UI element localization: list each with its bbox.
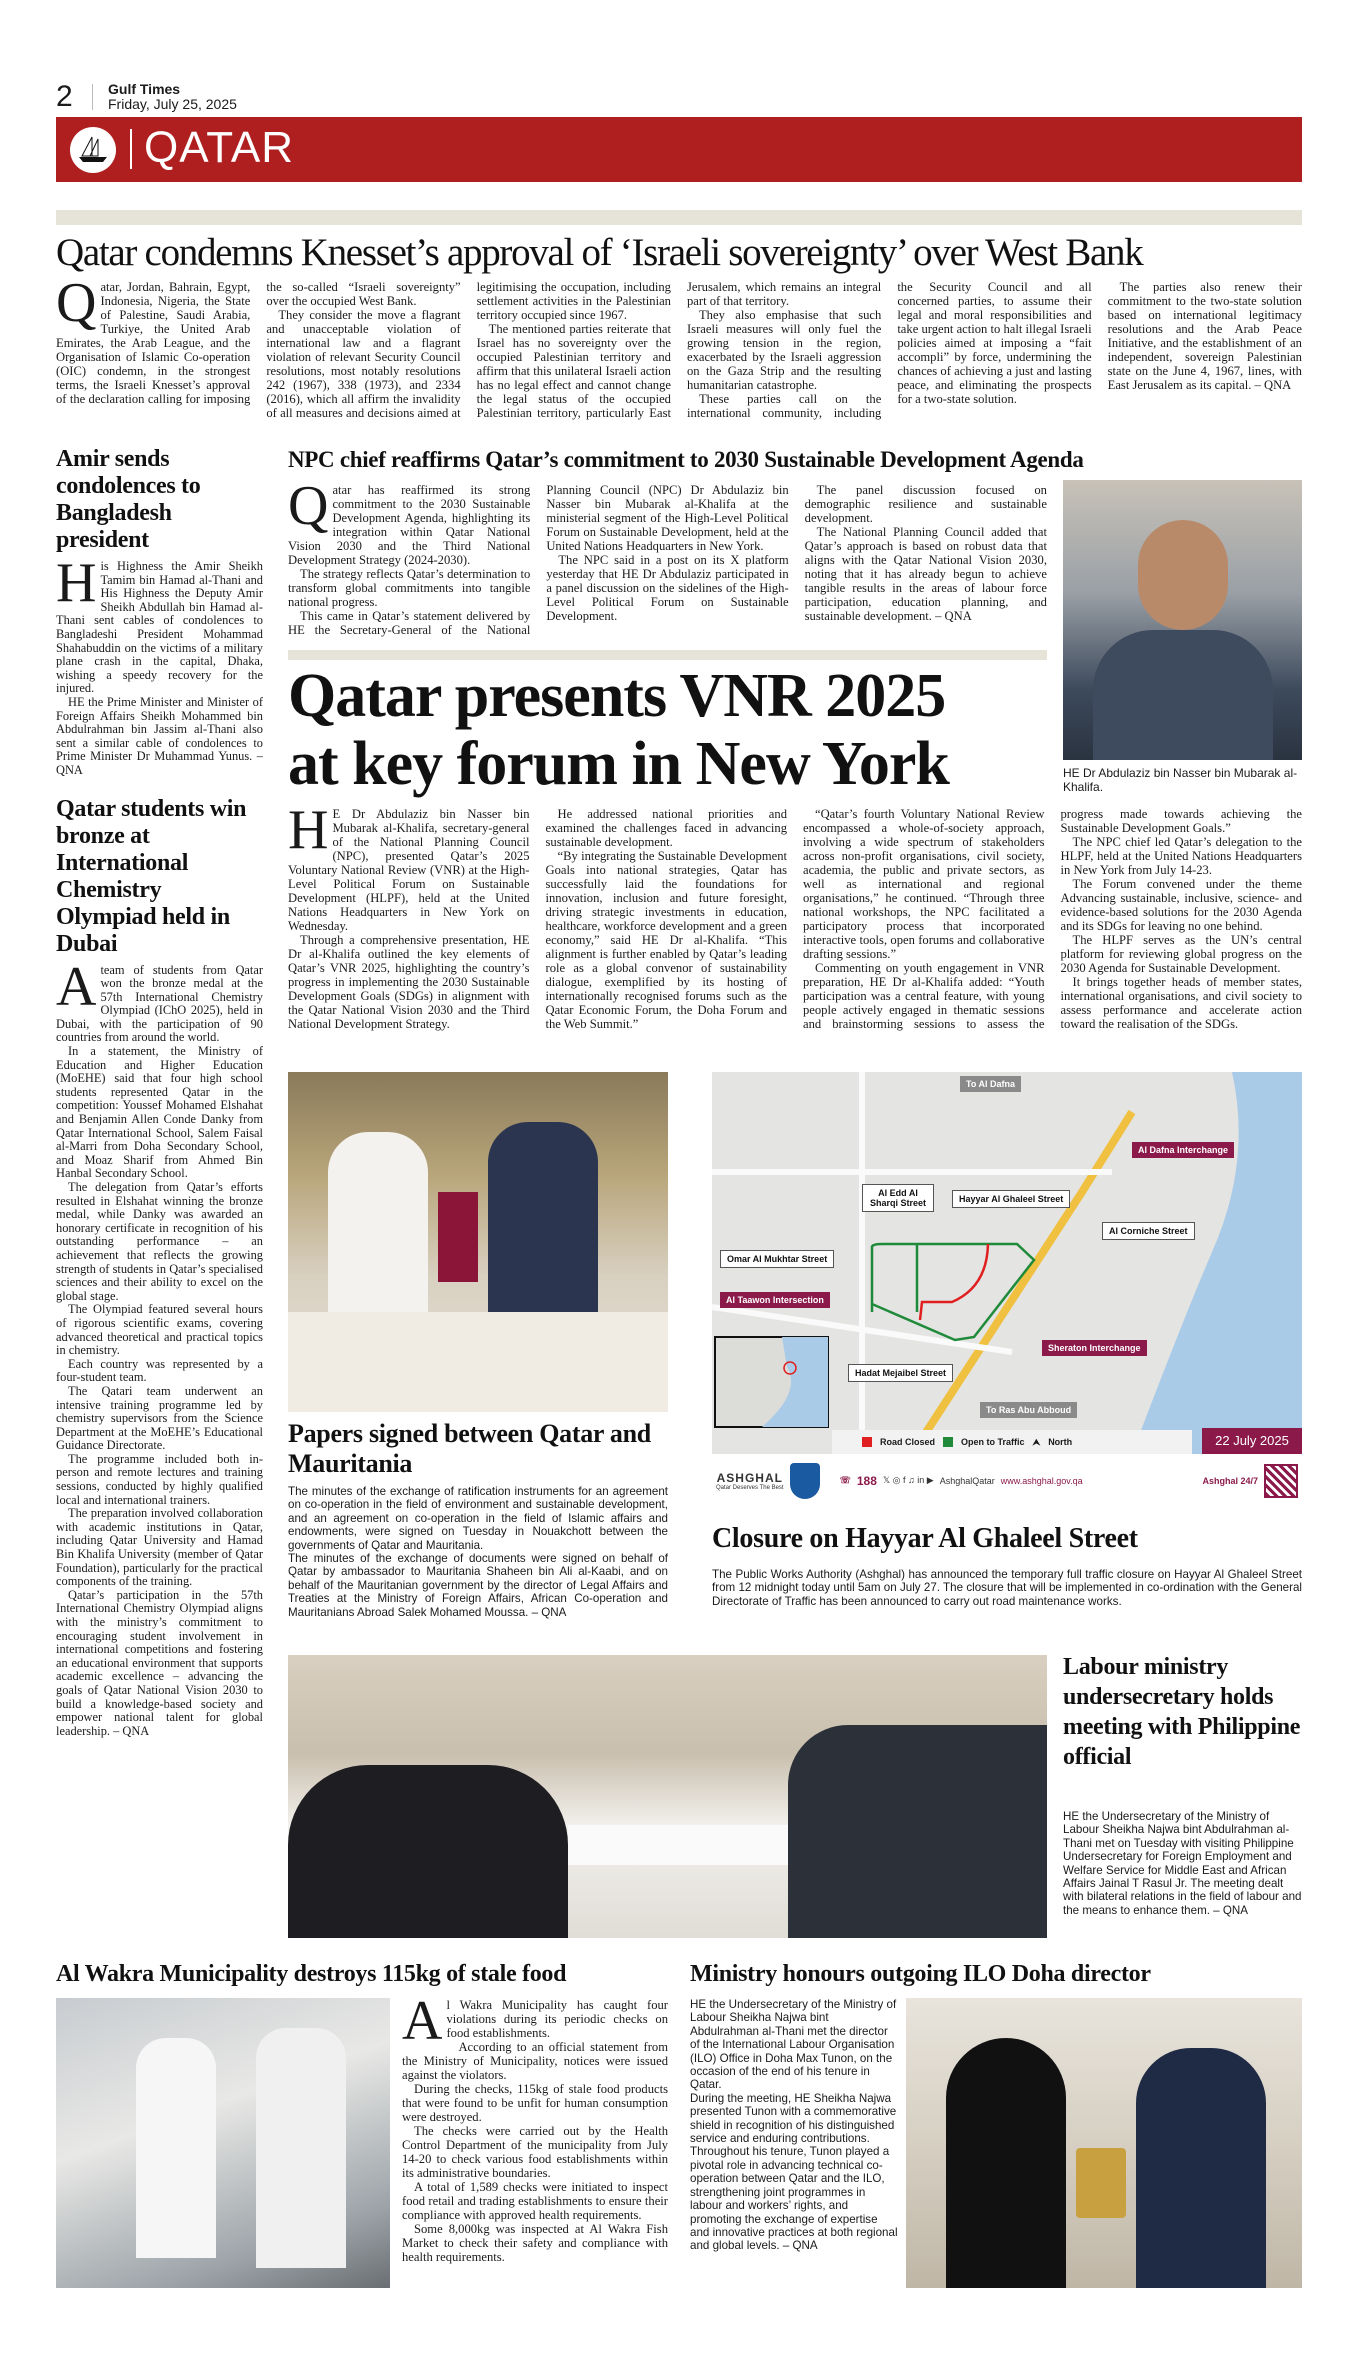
paragraph: Commenting on youth engagement in VNR preparation, HE Dr al-Khalifa added: “Youth participation was a central feature, with young people actively engaged in thematic sessions and brainstorming sessions to assess the progress made towards achieving the Sustainable Development Goals.” <box>803 807 1302 1031</box>
paragraph: The Qatari team underwent an intensive training programme led by chemistry supervisors from the Science Department at the MoEHE’s Educational Guidance Directorate. <box>56 1383 263 1453</box>
photo-food-inspection <box>56 1998 390 2288</box>
divider-bar <box>56 210 1302 225</box>
phone-icon: ☏ <box>839 1475 851 1485</box>
map-date: 22 July 2025 <box>1202 1428 1302 1454</box>
map-label: Al Taawon Intersection <box>720 1292 830 1308</box>
paragraph: The National Planning Council added that Qatar’s approach is based on robust data that aligns with the Qatar National Vision 2030, noting that it has already begun to achieve tangible results in the areas of labour force participation, education planning, and sustainable development. – QNA <box>804 525 1047 623</box>
paragraph: Some 8,000kg was inspected at Al Wakra Fish Market to check their safety and compliance with health requirements. <box>402 2222 668 2264</box>
photo-npc-chief <box>1063 480 1302 760</box>
ashghal-logo: ASHGHAL Qatar Deserves The Best <box>716 1470 784 1491</box>
paragraph: The parties also renew their commitment to the two-state solution based on international legitimacy resolutions and the Arab Peace Initiative, and the establishment of an independent, sovereign Palestinian state on the June 4, 1967, lines, with East Jerusalem as its capital. – QNA <box>1107 280 1302 392</box>
paragraph: These parties call on the international community, including the Security Council and all concerned parties, to assume their legal and moral responsibilities and take urgent action to halt illegal Israeli policies aimed at imposing a “fait accompli” by force, undermining the chances of achieving a just and lasting peace, and eliminating the prospects for a two-state solution. <box>686 280 1092 420</box>
paragraph: They also emphasise that such Israeli measures will only fuel the growing tension in the region, exacerbated by the Israeli aggression on the Gaza Strip and the resulting humanitarian catastrophe. <box>686 308 882 392</box>
legend-open: Open to Traffic <box>961 1437 1025 1447</box>
open-swatch <box>943 1437 953 1447</box>
photo-caption: HE Dr Abdulaziz bin Nasser bin Mubarak al-Khalifa. <box>1063 766 1298 794</box>
hotline: 188 <box>856 1473 877 1488</box>
article-closure <box>712 1568 1302 1608</box>
paragraph: The HLPF serves as the UN’s central platform for reviewing global progress on the 2030 Agenda for Sustainable Development. <box>1060 933 1302 975</box>
map-label: Hadat Mejaibel Street <box>848 1364 953 1382</box>
publication-info <box>108 82 237 112</box>
article-wakra <box>402 1990 668 2264</box>
article-amir <box>56 552 263 778</box>
photo-labour-meeting <box>288 1655 1047 1938</box>
map-label: Al Corniche Street <box>1102 1222 1195 1240</box>
paragraph: The preparation involved collaboration with academic institutions in Qatar, including Qatar University and Hamad Bin Khalifa University (member of Qatar Foundation), particularly for the practical components of the training. <box>56 1506 263 1589</box>
map-label: Hayyar Al Ghaleel Street <box>952 1190 1070 1208</box>
article-npc <box>288 475 1047 637</box>
paragraph: The delegation from Qatar’s efforts resulted in Elshahat winning the bronze medal, while Danky was awarded an honorary certificate in recognition of his outstanding performance – an achievement that reflects the growing strength of students in Qatar’s specialised sciences and their ability to excel on the global stage. <box>56 1180 263 1303</box>
paragraph: “By integrating the Sustainable Development Goals into national strategies, Qatar has successfully laid the foundations for innovation, inclusion and future foresight, driving strategic investments in education, healthcare, workforce development and a green economy,” said HE Dr al-Khalifa. “This alignment is further enabled by Qatar’s leading role as a global convenor of sustainability dialogue, exemplified by its hosting of internationally recognised forums such as the Qatar Economic Forum, the Doha Forum and the Web Summit.” <box>545 849 787 1031</box>
map-label: To Al Dafna <box>960 1076 1021 1092</box>
paragraph: The Olympiad featured several hours of rigorous scientific exams, covering advanced theoretical and practical topics in chemistry. <box>56 1302 263 1358</box>
headline-wakra: Al Wakra Municipality destroys 115kg of stale food <box>56 1961 567 1987</box>
website: www.ashghal.gov.qa <box>1000 1475 1083 1486</box>
headline-labour: Labour ministry undersecretary holds meeting with Philippine official <box>1063 1654 1301 1770</box>
paragraph: HE Dr Abdulaziz bin Nasser bin Mubarak al-Khalifa, secretary-general of the National Planning Council (NPC), presented Qatar’s 2025 Voluntary National Review (VNR) at the High-Level Political Forum on Sustainable Development (HLPF), held at the United Nations Headquarters in New York on Wednesday. <box>288 799 530 933</box>
paragraph: Qatar has reaffirmed its strong commitment to the 2030 Sustainable Development Agenda, highlighting its integration within Qatar National Vision 2030 and the Third National Development Strategy (2024-2030). <box>288 475 531 567</box>
app-label: Ashghal 24/7 <box>1202 1475 1258 1486</box>
article-papers <box>288 1485 668 1619</box>
paragraph: During the meeting, HE Sheikha Najwa presented Tunon with a commemorative shield in recognition of his distinguished service and enduring contributions. <box>690 2091 897 2146</box>
divider-bar <box>288 650 1047 660</box>
headline-vnr <box>288 662 1048 798</box>
publication-date: Friday, July 25, 2025 <box>108 96 237 112</box>
dhow-logo-icon <box>70 127 116 173</box>
headline-papers: Papers signed between Qatar and Mauritania <box>288 1419 651 1478</box>
headline-line: Qatar presents VNR 2025 <box>288 662 946 730</box>
map-label: Al Edd Al Sharqi Street <box>862 1184 934 1212</box>
paragraph: They consider the move a flagrant and unacceptable violation of international law and a flagrant violation of relevant Security Council resolutions, most notably resolutions 242 (1967), 338 (1973), and 2334 (2016), which all affirm the invalidity of all measures and decisions aimed at legitimising the occupation, including settlement activities in the Palestinian territory occupied since 1967. <box>266 280 671 420</box>
paragraph: Qatar, Jordan, Bahrain, Egypt, Indonesia, Nigeria, the State of Palestine, Saudi Arabia, Turkiye, the United Arab Emirates, the Arab League, and the Organisation of Islamic Co-operation (OIC) condemn, in the strongest terms, the Israeli Knesset’s approval of the declaration calling for imposing the so-called “Israeli sovereignty” over the occupied West Bank. <box>56 272 461 406</box>
paragraph: Qatar’s participation in the 57th International Chemistry Olympiad aligns with the ministry’s commitment to encouraging student involvement in international competitions and fostering an educational environment that supports academic excellence – advancing the goals of Qatar National Vision 2030 to build a knowledge-based society and empower national talent for global leadership. – QNA <box>56 1587 263 1738</box>
paragraph: Through a comprehensive presentation, HE Dr al-Khalifa outlined the key elements of Qatar’s VNR 2025, highlighting the country’s progress in implementing the 2030 Sustainable Development Goals (SDGs) in alignment with the Qatar National Vision 2030 and the Third National Development Strategy. <box>288 933 530 1031</box>
paragraph: He addressed national priorities and examined the challenges faced in advancing sustainable development. <box>545 807 787 849</box>
paragraph: In a statement, the Ministry of Education and Higher Education (MoEHE) said that four high school students represented Qatar in the competition: Youssef Mohamed Elshahat and Benjamin Allen Conde Danky from Qatar International School, Salem Faisal al-Marri from Doha Secondary School, and Moaz Sharif from Ahmed Bin Hanbal Secondary School. <box>56 1044 263 1181</box>
article-students <box>56 955 263 1739</box>
paragraph: Throughout his tenure, Tunon played a pivotal role in advancing technical co-operation between Qatar and the ILO, strengthening joint programmes in labour and workers’ rights, and promoting the exchange of expertise and innovative practices at both regional and global levels. – QNA <box>690 2145 898 2253</box>
paragraph: The minutes of the exchange of ratification instruments for an agreement on co-operation in the field of environment and sustainable development, and an agreement on co-operation in the field of Islamic affairs and endowments, were signed on Tuesday in Nouakchott between the governments of Qatar and Mauritania. <box>288 1485 668 1552</box>
map-footer <box>712 1454 1302 1507</box>
north-arrow-icon: ⮝ <box>1032 1436 1041 1447</box>
paragraph: It brings together heads of member states, international organisations, and civil society to assess performance and accelerate action toward the realisation of the SDGs. <box>1060 975 1302 1031</box>
paragraph: His Highness the Amir Sheikh Tamim bin Hamad al-Thani and His Highness the Deputy Amir Sheikh Abdullah bin Hamad al-Thani sent cables of condolences to Bangladeshi President Mohammad Shahabuddin on the victims of a military plane crash in the capital, Dhaka, wishing a speedy recovery for the injured. <box>56 552 263 696</box>
map-legend <box>832 1430 1192 1454</box>
paragraph: The mentioned parties reiterate that Israel has no sovereignty over the occupied Palestinian territory and affirm that this unilateral Israeli action has no legal effect and cannot change the legal status of the occupied Palestinian territory, particularly East Jerusalem, which remains an integral part of that territory. <box>476 280 882 420</box>
paragraph: The Forum convened under the theme Advancing sustainable, inclusive, science- and evidence-based solutions for the 2030 Agenda and its SDGs for leaving no one behind. <box>1060 877 1302 933</box>
paragraph: HE the Undersecretary of the Ministry of Labour Sheikha Najwa bint Abdulrahman al-Thani met the director of the International Labour Organisation (ILO) Office in Doha Max Tunon, on the occasion of the end of his tenure in Qatar. <box>690 1998 897 2092</box>
paragraph: The minutes of the exchange of documents were signed on behalf of Qatar by ambassador to Mauritania Shaheen bin Ali al-Kaabi, and on behalf of the Mauritanian government by the director of Legal Affairs and Treaties at the Ministry of Foreign Affairs, African Co-operation and Mauritanians Abroad Salek Mohamed Moussa. – QNA <box>288 1552 668 1619</box>
paragraph: Ateam of students from Qatar won the bronze medal at the 57th International Chemistry Olympiad (IChO 2025), held in Dubai, with the participation of 90 countries from around the world. <box>56 955 263 1045</box>
section-title: QATAR <box>144 123 295 172</box>
divider <box>130 129 132 169</box>
paragraph: The strategy reflects Qatar’s determination to transform global commitments into tangible national progress. <box>288 567 531 609</box>
headline-amir: Amir sends condolences to Bangladesh president <box>56 446 201 553</box>
article-ilo <box>690 1998 898 2253</box>
map-label: Omar Al Mukhtar Street <box>720 1250 834 1268</box>
publication-name: Gulf Times <box>108 81 181 97</box>
article-vnr <box>288 799 1302 1031</box>
headline-knesset: Qatar condemns Knesset’s approval of ‘Israeli sovereignty’ over West Bank <box>56 231 1143 274</box>
paragraph: HE the Undersecretary of the Ministry of Labour Sheikha Najwa bint Abdulrahman al-Thani met on Tuesday with visiting Philippine Undersecretary for Foreign Employment and Welfare Service for Middle East and African Affairs Jainal T Rasul Jr. The meeting dealt with bilateral relations in the field of labour and the means to enhance them. – QNA <box>1063 1810 1302 1917</box>
page-number: 2 <box>56 80 73 113</box>
headline-students: Qatar students win bronze at International Chemistry Olympiad held in Dubai <box>56 795 247 957</box>
legend-north: North <box>1048 1437 1073 1447</box>
paragraph: According to an official statement from the Ministry of Municipality, notices were issued against the violators. <box>402 2040 668 2082</box>
paragraph: The Public Works Authority (Ashghal) has announced the temporary full traffic closure on Hayyar Al Ghaleel Street from 12 midnight today until 5am on July 27. The closure that will be implemented in co-ordination with the General Directorate of Traffic has been announced to carry out road maintenance works. <box>712 1568 1302 1608</box>
road-closure-map <box>712 1072 1302 1507</box>
divider <box>92 84 93 110</box>
headline-line: at key forum in New York <box>288 730 949 798</box>
headline-npc: NPC chief reaffirms Qatar’s commitment to 2030 Sustainable Development Agenda <box>288 447 1084 472</box>
photo-signing-ceremony <box>288 1072 668 1412</box>
paragraph: The checks were carried out by the Health Control Department of the municipality from July 14-20 to check various food establishments within its administrative boundaries. <box>402 2124 668 2180</box>
paragraph: During the checks, 115kg of stale food products that were found to be unfit for human consumption were destroyed. <box>402 2082 668 2124</box>
section-banner <box>56 117 1302 182</box>
map-label: Sheraton Interchange <box>1042 1340 1147 1356</box>
social-icons: 𝕏 ◎ f ♫ in ▶ <box>882 1475 934 1485</box>
paragraph: The NPC chief led Qatar’s delegation to the HLPF, held at the United Nations Headquarters in New York from July 14-23. <box>1060 835 1302 877</box>
legend-closed: Road Closed <box>880 1437 936 1447</box>
paragraph: “Qatar’s fourth Voluntary National Review encompassed a whole-of-society approach, involving a wide spectrum of stakeholders across non-profit organisations, civil society, academia, the public and private sectors, as well as international and regional organisations,” he continued. “Through three national workshops, the NPC facilitated a participatory process that incorporated interactive tools, open forums and collaborative drafting sessions.” <box>803 807 1045 961</box>
closed-swatch <box>862 1437 872 1447</box>
map-label: To Ras Abu Abboud <box>980 1402 1077 1418</box>
left-column <box>56 446 263 1738</box>
paragraph: Each country was represented by a four-student team. <box>56 1356 263 1385</box>
article-knesset <box>56 272 1302 420</box>
paragraph: Al Wakra Municipality has caught four violations during its periodic checks on food establishments. <box>402 1990 668 2052</box>
paragraph: A total of 1,589 checks were initiated to inspect food retail and trading establishments to ensure their compliance with approved health requirements. <box>402 2180 668 2222</box>
traffic-police-emblem-icon <box>790 1463 820 1499</box>
paragraph: The programme included both in-person and remote lectures and training sessions, conducted by highly qualified local and international trainers. <box>56 1451 263 1507</box>
article-labour <box>1063 1810 1302 1917</box>
paragraph: This came in Qatar’s statement delivered by HE the Secretary-General of the National Planning Council (NPC) Dr Abdulaziz bin Nasser bin Mubarak al-Khalifa at the ministerial segment of the High-Level Political Forum on Sustainable Development, held at the United Nations Headquarters in New York. <box>288 483 789 637</box>
paragraph: The NPC said in a post on its X platform yesterday that HE Dr Abdulaziz participated in a panel discussion on the sidelines of the High-Level Political Forum on Sustainable Development. <box>546 553 789 623</box>
paragraph: HE the Prime Minister and Minister of Foreign Affairs Sheikh Mohammed bin Abdulrahman bin Jassim al-Thani also sent a similar cable of condolences to Prime Minister Dr Muhammad Yunus. – QNA <box>56 694 263 777</box>
qr-code-icon <box>1264 1464 1298 1498</box>
map-label: Al Dafna Interchange <box>1132 1142 1234 1158</box>
social-handle: AshghalQatar <box>939 1475 995 1486</box>
photo-ilo-honour <box>906 1998 1302 2288</box>
paragraph: The panel discussion focused on demographic resilience and sustainable development. <box>804 483 1047 525</box>
headline-closure: Closure on Hayyar Al Ghaleel Street <box>712 1523 1138 1554</box>
headline-ilo: Ministry honours outgoing ILO Doha director <box>690 1961 1151 1987</box>
